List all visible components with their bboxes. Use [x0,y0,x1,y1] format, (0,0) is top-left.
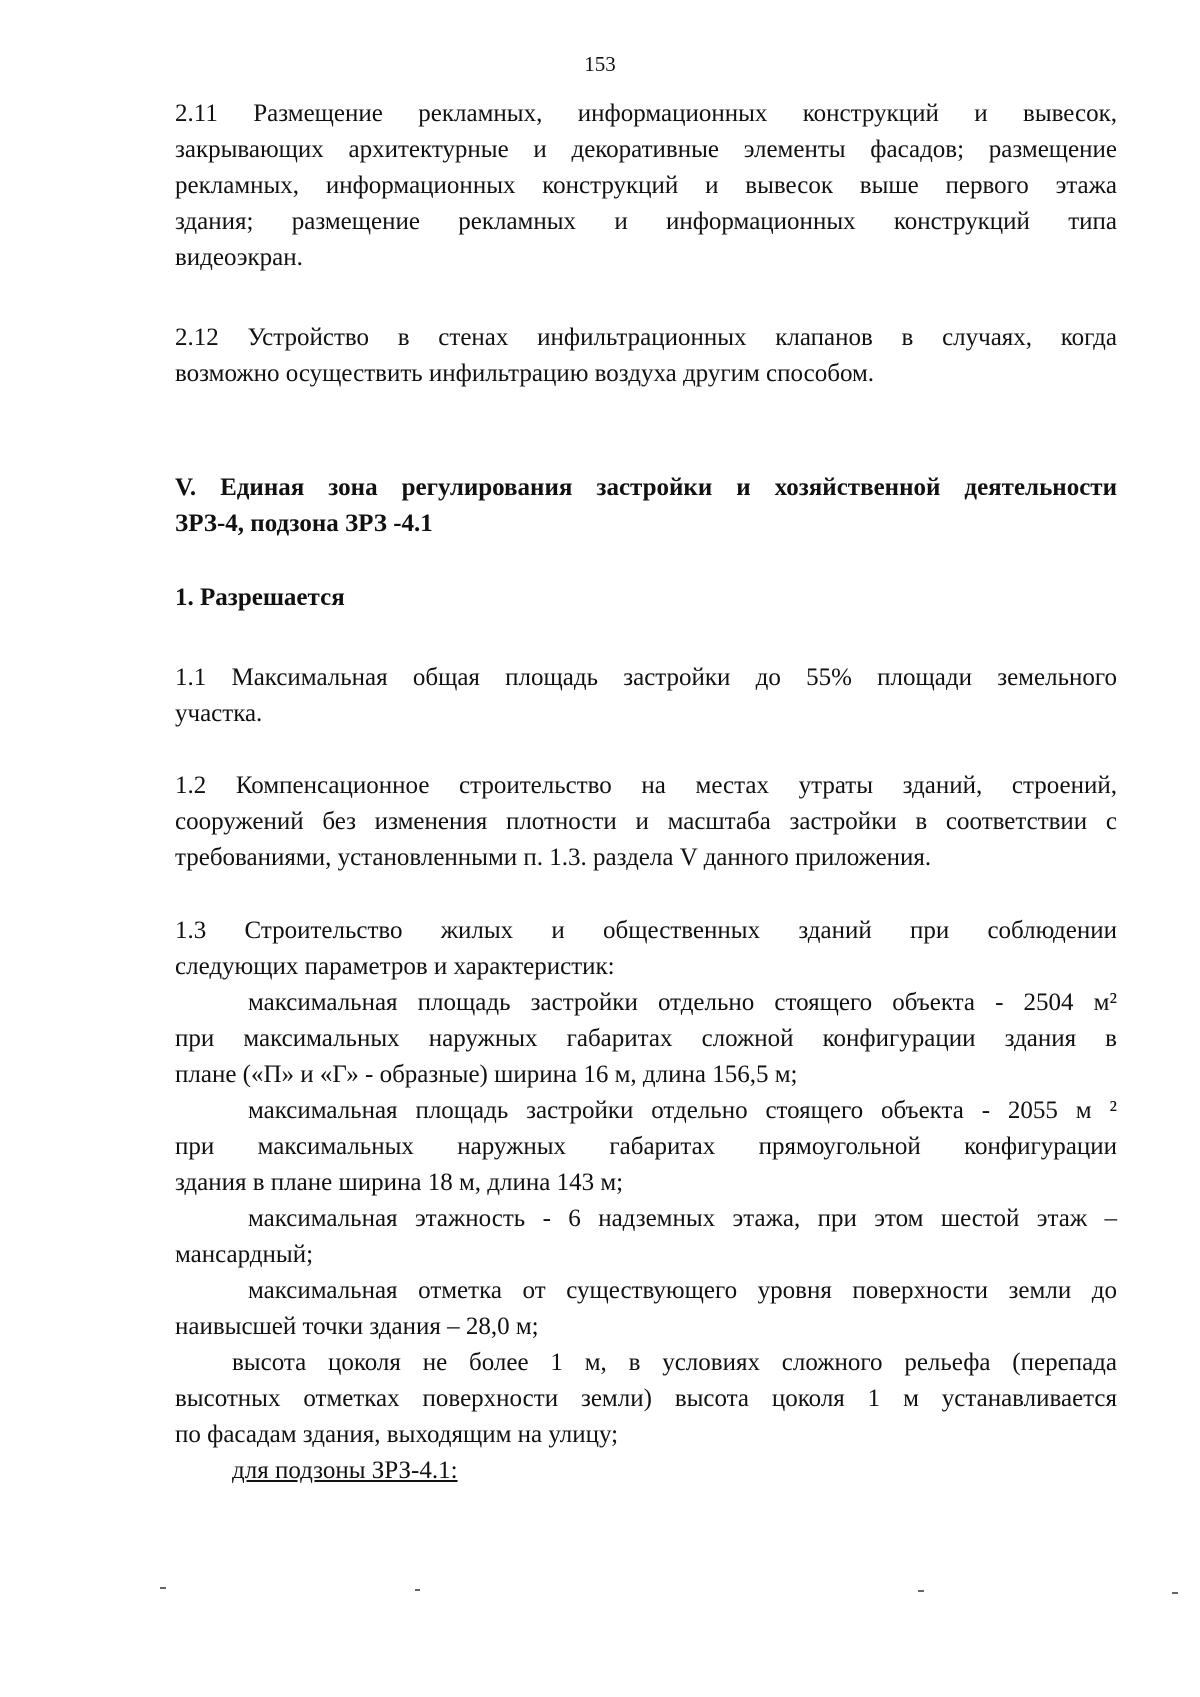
list-item-line: при максимальных наружных габаритах сложной конфигурации здания в [175,1025,1117,1052]
text-line: 2.11 Размещение рекламных, информационных конструкций и вывесок, [175,100,1117,127]
scan-mark [415,1589,420,1591]
page-number: 153 [584,52,616,76]
text-line: 1.2 Компенсационное строительство на местах утраты зданий, строений, [175,772,1117,799]
text-line: 1.3 Строительство жилых и общественных зданий при соблюдении [175,917,1117,944]
list-item-line: по фасадам здания, выходящим на улицу; [175,1421,619,1448]
list-item-line: плане («П» и «Г» - образные) ширина 16 м, длина 156,5 м; [175,1061,798,1088]
text-line: рекламных, информационных конструкций и вывесок выше первого этажа [175,172,1117,199]
text-line: здания; размещение рекламных и информационных конструкций типа [175,208,1117,235]
text-line: возможно осуществить инфильтрацию воздуха другим способом. [175,360,875,387]
paragraph-2-11 [175,96,1117,276]
text-line: 1.1 Максимальная общая площадь застройки до 55% площади земельного [175,664,1117,691]
paragraph-1-3 [175,913,1117,1489]
paragraph-1-1 [175,660,1117,732]
list-item-line: максимальная площадь застройки отдельно стоящего объекта - 2055 м ² [248,1097,1117,1124]
paragraph-1-2 [175,768,1117,876]
text-line: закрывающих архитектурные и декоративные элементы фасадов; размещение [175,136,1117,163]
text-line: сооружений без изменения плотности и масштаба застройки в соответствии с [175,808,1117,835]
list-item-line: наивысшей точки здания – 28,0 м; [175,1313,539,1340]
scan-mark [160,1587,166,1589]
heading-line: ЗРЗ-4, подзона ЗРЗ -4.1 [175,510,433,537]
list-item-line: максимальная этажность - 6 надземных этажа, при этом шестой этаж – [248,1205,1117,1232]
list-item-line: высота цоколя не более 1 м, в условиях сложного рельефа (перепада [232,1349,1117,1376]
text-line: требованиями, установленными п. 1.3. раздела V данного приложения. [175,844,932,871]
list-item-line: максимальная площадь застройки отдельно стоящего объекта - 2504 м² [248,989,1117,1016]
heading-line: 1. Разрешается [175,584,345,611]
subheading [175,580,1117,616]
list-item-line: мансардный; [175,1241,314,1268]
subzone-label [175,1453,1117,1489]
scan-mark [1172,1592,1178,1594]
heading-line: V. Единая зона регулирования застройки и хозяйственной деятельности [175,474,1117,501]
paragraph-2-12 [175,320,1117,392]
text-line: видеоэкран. [175,244,303,271]
list-item-line: здания в плане ширина 18 м, длина 143 м; [175,1169,624,1196]
text-line: следующих параметров и характеристик: [175,953,615,980]
subzone-label-text: для подзоны ЗРЗ-4.1: [232,1457,458,1484]
list-item-line: высотных отметках поверхности земли) высота цоколя 1 м устанавливается [175,1385,1117,1412]
text-line: 2.12 Устройство в стенах инфильтрационных клапанов в случаях, когда [175,324,1117,351]
scan-mark [918,1590,924,1592]
text-line: участка. [175,700,263,727]
list-item-line: при максимальных наружных габаритах прямоугольной конфигурации [175,1133,1117,1160]
list-item-line: максимальная отметка от существующего уровня поверхности земли до [248,1277,1117,1304]
section-heading [175,470,1117,542]
